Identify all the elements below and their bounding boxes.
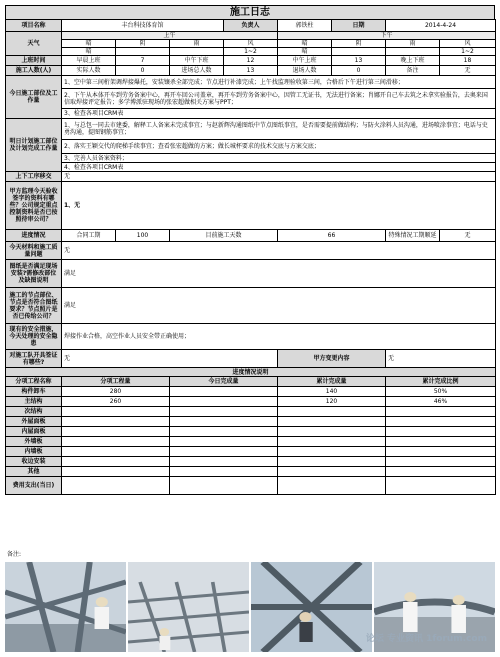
weather-label: 天气	[6, 32, 62, 56]
header-row	[6, 20, 496, 32]
summary-cell: 46%	[386, 397, 496, 407]
summary-cell: 260	[62, 397, 170, 407]
safety-label: 现有的安全措施，今天处理的安全隐患	[6, 324, 62, 350]
workers-out: 0	[332, 66, 386, 76]
owner-value: 无	[62, 350, 278, 368]
summary-cell: 50%	[386, 387, 496, 397]
weather-col: 雨	[386, 40, 440, 48]
noon-in-label: 中午上班	[278, 56, 332, 66]
progress-label: 进度情况	[6, 230, 62, 242]
summary-header: 累计完成比例	[386, 377, 496, 387]
summary-cell: 内墙板	[6, 447, 62, 457]
date-label: 日期	[332, 20, 386, 32]
weather-col: 风	[224, 40, 278, 48]
tomorrow-item: 1、与总包一同去市建委，解释工人备案未完成事宜；与赵新辉沟通图纸中节点图纸事宜，是否需要提前做结构；与防火涂料人员沟通，进场喷涂事宜；电话与史勇沟通，提图钢筋事宜；	[62, 119, 496, 140]
site-photo	[251, 562, 372, 652]
current-label: 目前施工天数	[170, 230, 278, 242]
special-value: 无	[440, 230, 496, 242]
summary-header: 今日完成量	[170, 377, 278, 387]
safety-value: 焊接作业合格，高空作业人员安全带正确使用；	[62, 324, 496, 350]
tomorrow-label: 明日计划施工部位及计划完成工作量	[6, 119, 62, 172]
log-title: 施工日志	[5, 5, 495, 19]
workers-out-label: 退场人数	[278, 66, 332, 76]
workers-note: 无	[440, 66, 496, 76]
special-label: 特殊情况工期顺延	[386, 230, 440, 242]
noon-out: 12	[224, 56, 278, 66]
weather-val	[170, 48, 224, 56]
summary-cell: 120	[278, 397, 386, 407]
eve-out-label: 晚上下班	[386, 56, 440, 66]
drawings-value: 满足	[62, 260, 496, 288]
summary-cell: 构件卸车	[6, 387, 62, 397]
weather-val	[386, 48, 440, 56]
weather-col: 风	[440, 40, 496, 48]
summary-row	[6, 407, 496, 417]
lead-name: 郭铁柱	[278, 20, 332, 32]
weather-val: 1~2	[224, 48, 278, 56]
remark-label: 备注:	[7, 551, 22, 558]
tomorrow-item: 4、检查各项目CRM表	[62, 163, 496, 172]
summary-row	[6, 437, 496, 447]
summary-cell: 外屋面板	[6, 417, 62, 427]
summary-row	[6, 477, 496, 495]
workers-total-label: 实际人数	[62, 66, 116, 76]
summary-cell: 内屋面板	[6, 427, 62, 437]
summary-header: 分项工程量	[62, 377, 170, 387]
summary-cell: 280	[62, 387, 170, 397]
summary-cell: 主结构	[6, 397, 62, 407]
project-label: 项目名称	[6, 20, 62, 32]
weather-val: 晴	[62, 48, 116, 56]
noon-in: 13	[332, 56, 386, 66]
quality-value: 无	[62, 242, 496, 260]
weather-pm-label: 下午	[278, 32, 496, 40]
site-photos	[5, 562, 495, 652]
workers-total: 0	[116, 66, 170, 76]
nodes-value: 满足	[62, 288, 496, 324]
watermark-logo: 论坛 专业资讯 1forum.com	[365, 634, 487, 644]
summary-header: 分项工程名称	[6, 377, 62, 387]
project-name: 丰台科技体育馆	[62, 20, 224, 32]
supervisor-label: 甲方监理今天验收签字的资料有哪些？公司规定重点控制资料是否已按照待审公司？	[6, 182, 62, 230]
am-in: 7	[116, 56, 170, 66]
workers-note-label: 备注	[386, 66, 440, 76]
summary-row	[6, 417, 496, 427]
supervisor-value: 1、无	[62, 182, 496, 230]
date-value: 2014-4-24	[386, 20, 496, 32]
summary-cell: 收边安装	[6, 457, 62, 467]
weather-am-label: 上午	[62, 32, 278, 40]
summary-cell	[170, 387, 278, 397]
site-photo	[5, 562, 126, 652]
today-label: 今日施工部位及工作量	[6, 76, 62, 119]
today-item: 1、空中第三间桁架调焊接爆托，安装镶杀全部完成；节点进行补漆完成；上午找监理验收第三间，合格后下午进行第三间滑移；	[62, 76, 496, 89]
owner-label: 对施工队开具签证有哪些?	[6, 350, 62, 368]
weather-val: 晴	[278, 48, 332, 56]
change-value: 无	[386, 350, 496, 368]
summary-heading: 进度情况说明	[6, 368, 496, 377]
summary-row	[6, 397, 496, 407]
tomorrow-item: 2、落实王颖交代的爬梯手续事宜；查看张宏超做的方案；做长城杯要求的技术交底与方案交底；	[62, 140, 496, 154]
summary-row	[6, 387, 496, 397]
weather-val	[332, 48, 386, 56]
summary-row	[6, 467, 496, 477]
tomorrow-item: 3、完善人员备案资料；	[62, 154, 496, 163]
handover-value: 无	[62, 172, 496, 182]
lead-label: 负责人	[224, 20, 278, 32]
summary-cell: 次结构	[6, 407, 62, 417]
workers-label: 施工人数(人)	[6, 66, 62, 76]
noon-out-label: 中午下班	[170, 56, 224, 66]
weather-col: 晴	[278, 40, 332, 48]
summary-row	[6, 457, 496, 467]
summary-cell: 其他	[6, 467, 62, 477]
workers-steel-label: 进场总人数	[170, 66, 224, 76]
weather-col: 晴	[62, 40, 116, 48]
site-photo	[128, 562, 249, 652]
worktime-label: 上班时间	[6, 56, 62, 66]
today-item: 3、检查各项目CRM表	[62, 109, 496, 119]
summary-header: 累计完成量	[278, 377, 386, 387]
contract-days: 100	[116, 230, 170, 242]
construction-log-sheet	[5, 5, 495, 495]
summary-cell: 费用支出(当日)	[6, 477, 62, 495]
am-in-label: 早晨上班	[62, 56, 116, 66]
quality-label: 今天材料和施工质量问题	[6, 242, 62, 260]
summary-row	[6, 427, 496, 437]
summary-cell: 外墙板	[6, 437, 62, 447]
weather-col: 阴	[332, 40, 386, 48]
weather-col: 雨	[170, 40, 224, 48]
summary-cell	[170, 397, 278, 407]
weather-col: 阴	[116, 40, 170, 48]
nodes-label: 施工的节点部位、节点是否符合图纸要求？节点照片是否已传给公司？	[6, 288, 62, 324]
log-table	[5, 19, 496, 495]
change-label: 甲方变更内容	[278, 350, 386, 368]
summary-cell: 140	[278, 387, 386, 397]
workers-steel: 13	[224, 66, 278, 76]
today-item: 2、下午从本体开车到劳务备案中心，再开车回公司盖章，再开车到劳务备案中心，因管工无证书，无法进行备案；肖娜开自己车去筑之未拿实验报告，去奥来国信取焊接评定报告；多学博派驻现场的张宏超做相关方案与PPT；	[62, 89, 496, 109]
handover-label: 上下工序移交	[6, 172, 62, 182]
current-days: 66	[278, 230, 386, 242]
contract-label: 合同工期	[62, 230, 116, 242]
drawings-label: 图纸是否满足现场安装?需修改部位及缺图说明	[6, 260, 62, 288]
summary-row	[6, 447, 496, 457]
eve-out: 18	[440, 56, 496, 66]
weather-val: 1~2	[440, 48, 496, 56]
weather-val	[116, 48, 170, 56]
